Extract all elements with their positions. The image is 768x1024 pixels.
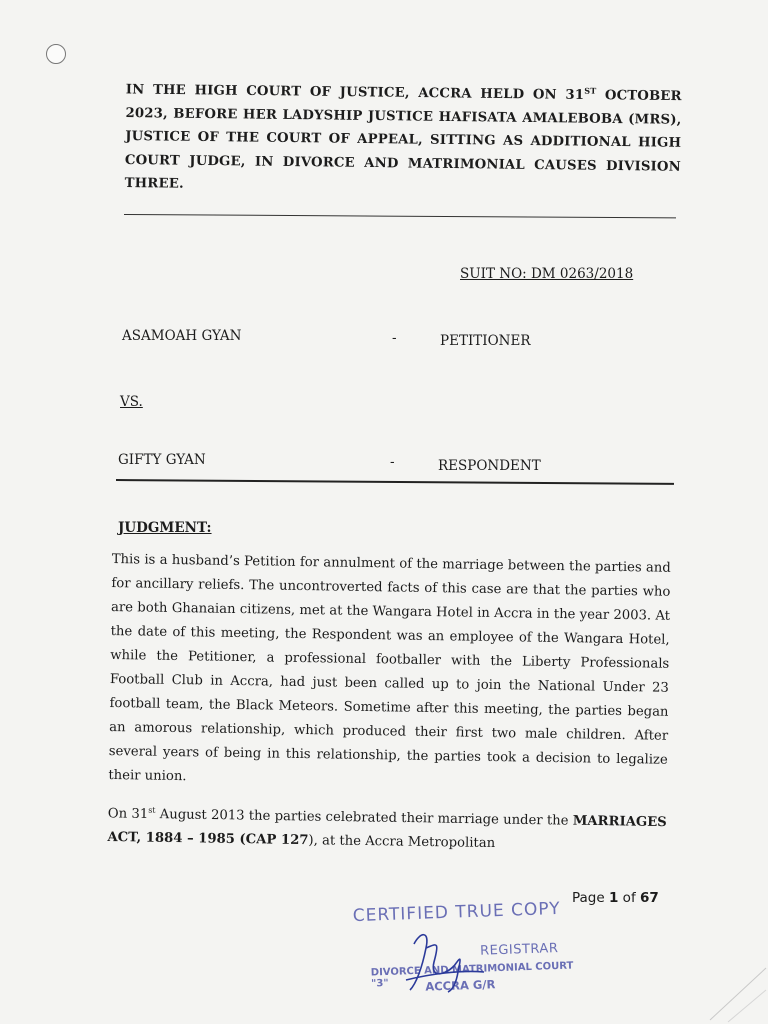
stamp-location-text: ACCRA G/R [425,977,496,994]
header-text-start: IN THE HIGH COURT OF JUSTICE, ACCRA HELD ON 31 [125,82,585,103]
para2-text-b: August 2013 the parties celebrated their marriage under the [155,807,573,829]
header-divider [124,214,676,218]
petitioner-dash: - [392,330,397,346]
marriages-act-citation: MARRIAGES ACT, 1884 – 1985 (CAP 127 [107,813,667,849]
judgment-body [107,548,671,869]
punch-hole-icon [46,44,66,64]
para2-text-c: ), at the Accra Metropolitan [308,833,496,852]
page-corner-fold [708,960,768,1024]
para2-superscript: st [148,805,156,815]
respondent-dash: - [390,454,395,470]
judgment-paragraph-1: This is a husband’s Petition for annulment of the marriage between the parties and for ancillary reliefs. The uncontroverted facts of this case are that the parties who are both Ghanaian citizens, met at the Wangara Hotel in Accra in the year 2003. At the date of this meeting, the Respondent was an employee of the Wangara Hotel, while the Petitioner, a professional footballer with the Liberty Professionals Football Club in Accra, had just been called up to join the National Under 23 football team, the Black Meteors. Sometime after this meeting, the parties began an amorous relationship, which produced their first two male children. After several years of being in this relationship, the parties took a decision to legalize their union. [108,551,671,785]
para2-text-a: On 31 [107,806,149,822]
stamp-court-text: DIVORCE AND MATRIMONIAL COURT "3" [370,960,574,990]
judgment-paragraph-2 [107,798,667,859]
page-label: Page [572,890,609,906]
signature-icon [400,918,490,998]
stamp-certified-text: CERTIFIED TRUE COPY [352,898,561,927]
stamp-registrar-text: REGISTRAR [479,940,559,959]
page-of: of [618,890,640,906]
respondent-role: RESPONDENT [438,458,541,474]
petitioner-name: ASAMOAH GYAN [122,328,242,344]
header-superscript: ST [584,85,597,96]
page-total: 67 [640,890,659,906]
page-current: 1 [608,890,619,906]
versus-label: VS. [120,394,143,410]
suit-number: SUIT NO: DM 0263/2018 [460,266,634,282]
respondent-name: GIFTY GYAN [118,452,206,468]
header-text-end: OCTOBER 2023, BEFORE HER LADYSHIP JUSTICE HAFISATA AMALEBOBA (MRS), JUSTICE OF THE COURT OF APPEAL, SITTING AS ADDITIONAL HIGH COURT JUDGE, IN DIVORCE AND MATRIMONIAL CAUSES DIVISION THREE. [124,88,682,193]
court-header [125,74,682,203]
parties-divider [116,479,674,485]
petitioner-role: PETITIONER [440,333,531,349]
judgment-heading: JUDGMENT: [118,520,212,536]
